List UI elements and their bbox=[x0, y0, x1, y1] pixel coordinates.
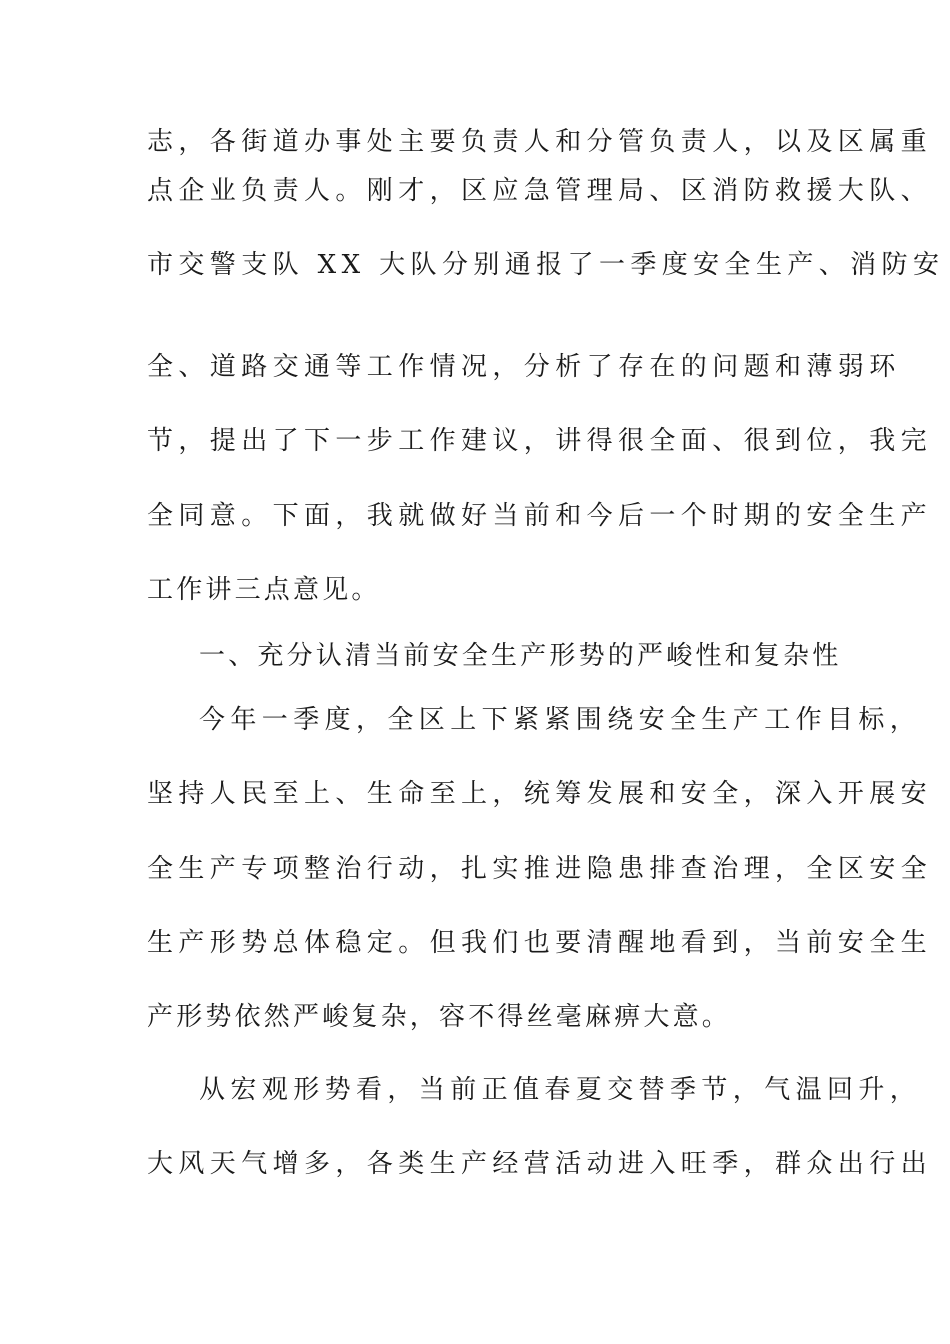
body-text-line: 工作讲三点意见。 bbox=[147, 575, 381, 605]
body-text-line: 节，提出了下一步工作建议，讲得很全面、很到位，我完 bbox=[147, 426, 933, 456]
body-text-line: 志，各街道办事处主要负责人和分管负责人，以及区属重 bbox=[147, 127, 933, 157]
body-text-line: 全、道路交通等工作情况，分析了存在的问题和薄弱环 bbox=[147, 352, 901, 382]
body-text-line: 全生产专项整治行动，扎实推进隐患排查治理，全区安全 bbox=[147, 854, 933, 884]
section-heading: 一、充分认清当前安全生产形势的严峻性和复杂性 bbox=[199, 641, 842, 671]
body-text-line: 生产形势总体稳定。但我们也要清醒地看到，当前安全生 bbox=[147, 928, 933, 958]
body-text-line: 点企业负责人。刚才，区应急管理局、区消防救援大队、 bbox=[147, 176, 933, 206]
body-text-line: 今年一季度，全区上下紧紧围绕安全生产工作目标， bbox=[199, 705, 922, 735]
body-text-line: 市交警支队 XX 大队分别通报了一季度安全生产、消防安 bbox=[147, 250, 945, 280]
body-text-line: 全同意。下面，我就做好当前和今后一个时期的安全生产 bbox=[147, 501, 933, 531]
body-text-line: 产形势依然严峻复杂，容不得丝毫麻痹大意。 bbox=[147, 1002, 732, 1032]
body-text-line: 从宏观形势看，当前正值春夏交替季节，气温回升， bbox=[199, 1075, 922, 1105]
body-text-line: 大风天气增多，各类生产经营活动进入旺季，群众出行出 bbox=[147, 1149, 933, 1179]
body-text-line: 坚持人民至上、生命至上，统筹发展和安全，深入开展安 bbox=[147, 779, 933, 809]
